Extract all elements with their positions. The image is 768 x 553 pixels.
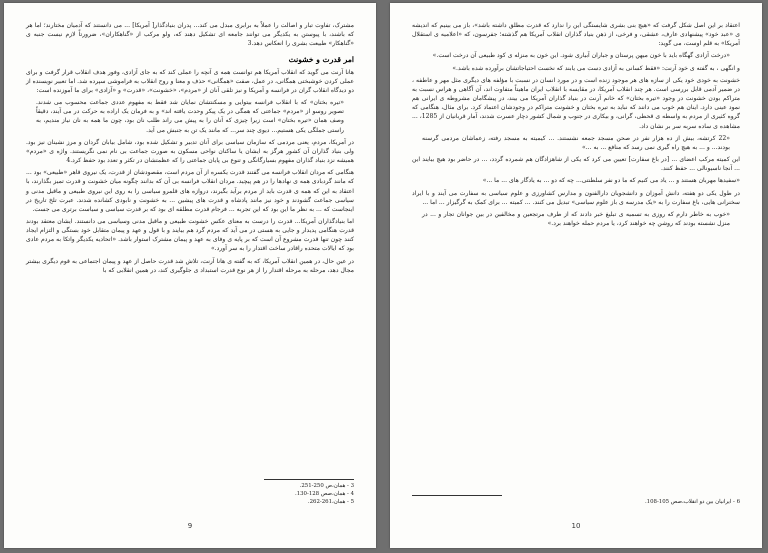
right-page — [390, 3, 762, 548]
footnote: 4 - همان،صص 128-130. — [294, 491, 354, 497]
footnotes — [26, 479, 354, 506]
paragraph: مشترک، تفاوت تبار و اصالت را عملاً به برابری مبدل می کند... پدران بنیادگذار[ آمریکا] ... می دانستند که آدمیان مختارند؛ اما هر که باشند، با پیوستن به یکدیگر می توانند جامعه ای تشکیل دهند که، ولو مرکب از «گناهکاران»، ضرورتاً لازم نیست جنبه ی «گناهکار» طبیعت بشری را انعکاس دهد.3 — [26, 22, 354, 48]
paragraph: در آمریکا، مردم، یعنی مردمی که سازمان سیاسی برای آنان تدبیر و تشکیل شده بود، شامل بیابان گردان و مرز نشینان نیز بود. ولی بنیاد گذاران آن کشور هرگز به ایشان یا ساکنان نواحی مسکون به صورت جماعت بی نام نمی نگریستند. واژه ی «مردم» همیشه نزد بنیاد گذاران مفهوم بسیارگانگی و تنوع بی پایان جماعتی را که عظمتشان در تکثر و تعدد بود حفظ کرد.4 — [26, 138, 354, 165]
paragraph: این کمیته مرکب اعضای ... [در باغ سفارت] تعیین می کرد که یکی از شاهزادگان هم شمرده گردد، ... در حاضر بود هیچ بیایند این ... آنجا ناسیونالی ... حفظ کنند. — [412, 156, 740, 173]
left-page — [4, 3, 376, 548]
page-number: 9 — [187, 522, 193, 530]
paragraph: خشونت به خودی خود یکی از سازه های هر موجود زنده است و در مورد انسان در نسبت با مؤلفه های دیگری مثل مهر و عاطفه ، در ضمیر آدمی قابل بررسی است. هر چند انقلاب آمریکا، در مقایسه با انقلاب ایران ماهیتاً متفاوت اند، آن آگاهی و هراس نسبت به متراکم بودن خشونت در وجود «تیره بختان» که خانم آرنت در بنیاد گذاران آمریکا می بیند، در پیشگامان مشروطه ی ایرانی هم نمود عینی دارد. اینان هم خوب می دانند که نباید به تیره بختان و خشونت متراکم در وجودشان اعتماد کرد. برای مثال، هنگامی که گروه کثیری از مردم به واسطه ی قحطی، گرانی، و بیکاری در جنوب و شمال کشور دچار عسرت شدند، آمار قربانیان از 1285، ... مشاهده ی ساده سربه سر بر نشان داد. — [412, 76, 740, 130]
left-page-text — [26, 21, 354, 278]
paragraph: «سفیدها مهربان هستند و ... یاد می کنیم که ما دو نفر سلطنتی... چه که دو ... به یادگار های ... ما ...» — [482, 177, 740, 185]
footnotes — [412, 495, 740, 506]
block-quote: «تیره بختان» که با انقلاب فرانسه بیتوایی و مسکنتشان نمایان شد فقط به مفهوم عددی جماعت محسوب می شدند. تصویر روسو از «مردم» جماعتی که همگی در یک پیکر وحدت یافته اند» و به فرمان یک اراده به حرکت در می آیند، دقیقاً وصف همان «تیره بختان» است زیرا چیزی که آنان را به پیش می راند طلب نان بود، چون ما همه به نان نیاز مندیم، به راستی جملگی یکی هستیم... دیوی چند سر... که مانند یک تن به جنبش می آید. — [36, 99, 344, 134]
block-quote: «22 کرتشه، بیش از ده هزار نفر در صحن مسجد جمعه نشستند. ... کیمیته به مسجد رفته، زعماشان مردمی گرسنه بودند... و ... به هیچ راه گیری نمی رسد که منافع ... به ...» — [422, 134, 730, 151]
footnote: 6 - ایرانیان بین دو انقلاب،صص 105-108. — [644, 499, 740, 505]
footnote-rule — [412, 495, 502, 496]
right-page-text — [412, 21, 740, 231]
footnote: 3 - همان،ص 250-251. — [299, 483, 354, 489]
paragraph: اعتقاد بر این اصل شکل گرفت که «هیچ بنی بشری شایستگی این را ندارد که قدرت مطلق داشته باشد»، باز می بینیم که اندیشه ی «عبد خود» پیشنهادی عارف، عشقی، و فرخی، از ذهن بنیاد گذاران انقلاب آمریکا هم گذشته؛ جفرسون، که «اعلامیه ی استقلال آمریکا» به قلم اوست، می گوید: — [412, 22, 740, 48]
block-quote: «درخت آزادی گهگاه باید با خون میهن پرستان و جباران آبیاری شود. این خون به منزله ی کود طبیعی آن درخت است.» — [432, 52, 730, 60]
paragraph: در عین حال، در همین انقلاب آمریکا، که به گفته ی هانا آرنت، تلاش شد قدرت حاصل از عهد و پیمان اجتماعی به قوم دیگری بیشتر مجال دهد، مرحله به مرحله اقتدار را از هر نوع قدرت استبداد ی جلوگیری کند، در همین انقلابی که با — [26, 257, 354, 274]
footnote: 5 - همان،261-262. — [307, 499, 354, 505]
block-quote: «خوب به خاطر دارم که روزی به تسمیه ی تبلیغ خبر دادند که از طرف مرتجعین و مخالفین در بین جوانان تجار و ... در منزل نشسته بودند که روشن چه خواهند کرد، یا مردم حمله خواهند برد.» — [422, 210, 730, 227]
paragraph: اما بنیادگذاران آمریکا... قدرت را درست به معنای عکس خشونت طبیعی و ماقبل مدنی وسیاسی می دانستند. ایشان معتقد بودند قدرت هنگامی پدیدار و جایی به هستی در می آید که مردم گرد هم بیایند و با قول و عهد و پیمان متقابل خود بستگی و التزام ایجاد کنند چون تنها قدرت مشروع آن است که بر پایه ی وفای به عهد و پیمان مشترک استوار باشد. «اتحادیه یکدیگر واتکا به مردم عادی بود که ایالات متحده راقادر ساخت اقتدار را به سر آورد.» — [26, 217, 354, 253]
paragraph: در طول یکی دو هفته، دانش آموزان و دانشجویان دارالفنون و مدارس کشاورزی و علوم سیاسی به سفارت می آیند و با ایراد سخنرانی هایی، باغ سفارت را به «یک مدرسه ی باز علوم سیاسی» تبدیل می کنند. ... کمیته ... برای کمک به گرگیزار ... اما ... — [412, 189, 740, 206]
page-number: 10 — [571, 522, 581, 530]
paragraph: هنگامی که مردان انقلاب فرانسه می گفتند قدرت یکسره از آن مردم است، مقصودشان از قدرت، یک نیروی قاهر «طبیعی» بود ... که مانند گردبادی همه ی نهادها را در هم پیچید. مردان انقلاب فرانسه بی آن که بدانند چگونه میان خشونت و قدرت تمیز بگذارند، با اعتقاد به این که همه ی قدرت باید از مردم برآید بگیرند، دروازه های قلمرو سیاسی را به روی این نیروی طبیعی و ماقبل مدنی و سیاسی جماعت گشودند و خود نیز مانند پادشاه و قدرت های پیشین ... به خشونت و نابودی کشانده شدند. عبرت تلخ تاریخ در اینجاست که ... به نظر ما این بود که این تجربه ... فرجام قدرت مطلقه ای بود که بر قدرت سیاسی و سیاست برتری می جست. — [26, 169, 354, 213]
paragraph: و انگهی ، به گفته ی خود آرنت: «فقط کسانی به آزادی دست می یابند که نخست احتیاجاتشان برآورده شده باشد.» — [452, 64, 740, 72]
footnote-rule — [264, 479, 354, 480]
paragraph: هانا آرنت می گوید که انقلاب آمریکا هم توانست همه ی آنچه را عملی کند که به جای آزادی، وفور هدف انقلاب قرار گرفت و برای عملی کردن خوشبختی همگانی، در عمل، صفت «همگانی» حذف و معنا و روح انقلاب به فراموشی سپرده شد. اما تعبیر نویسنده از دو دیدگاه انقلاب گران در فرانسه و آمریکا و نیز تلقی آنان از «مردم»، «خشونت»، «قدرت» و «آزادی» برای ما آموزنده است: — [26, 68, 354, 94]
section-heading: امر قدرت و خشونت — [288, 55, 354, 65]
